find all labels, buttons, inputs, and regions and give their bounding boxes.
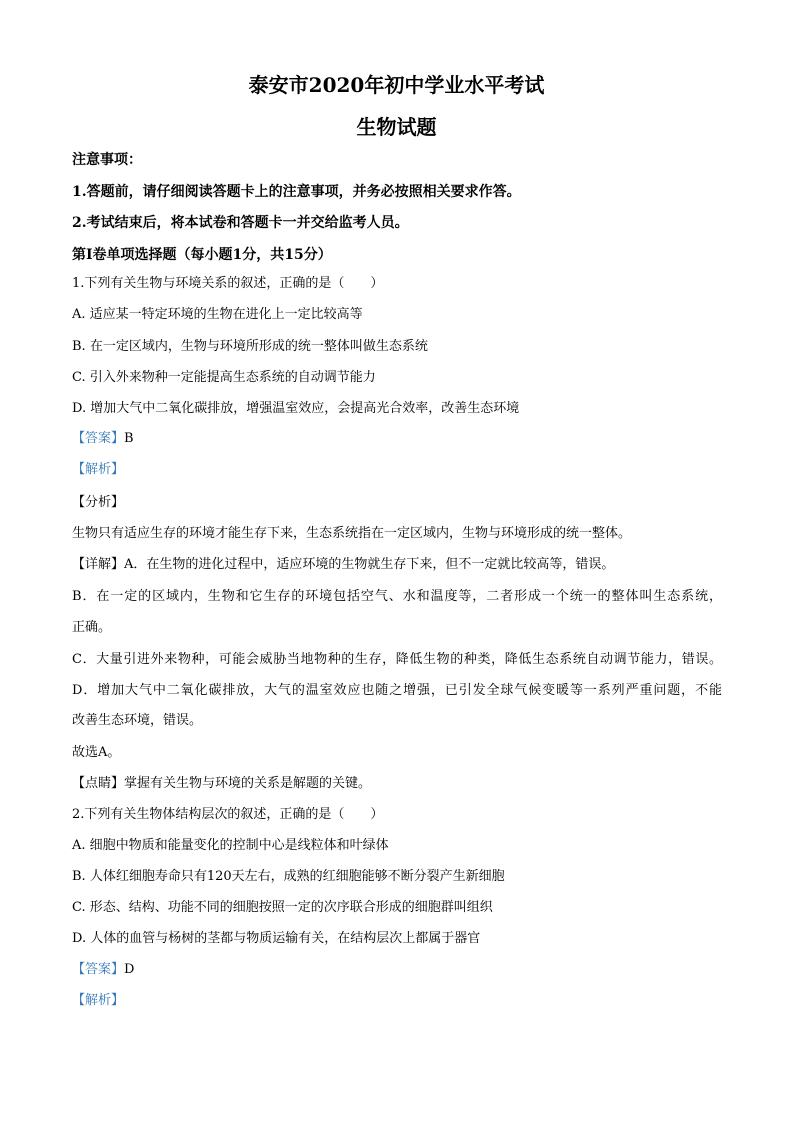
q2-answer-value: D	[124, 962, 135, 977]
q2-option-c: C. 形态、结构、功能不同的细胞按照一定的次序联合形成的细胞群叫组织	[72, 900, 493, 915]
q1-detail-b-line1: B．在一定的区域内，生物和它生存的环境包括空气、水和温度等，二者形成一个统一的整体叫生态系统，	[72, 589, 722, 604]
q1-detail-c: C．大量引进外来物种，可能会威胁当地物种的生存，降低生物的种类，降低生态系统自动调节能力，错误。	[72, 652, 722, 667]
notice-item-1: 1.答题前，请仔细阅读答题卡上的注意事项，并务必按照相关要求作答。	[72, 184, 521, 200]
q1-choice: 故选A。	[72, 745, 121, 760]
q2-analysis-label: 【解析】	[72, 993, 125, 1008]
exam-subtitle: 生物试题	[356, 115, 437, 139]
q1-detail-d-line2: 改善生态环境，错误。	[72, 713, 203, 728]
q1-option-c: C. 引入外来物种一定能提高生态系统的自动调节能力	[72, 370, 376, 385]
q1-option-d: D. 增加大气中二氧化碳排放，增强温室效应，会提高光合效率，改善生态环境	[72, 401, 520, 416]
q2-option-a: A. 细胞中物质和能量变化的控制中心是线粒体和叶绿体	[72, 838, 389, 853]
q1-comment	[72, 775, 371, 793]
q1-answer-value: B	[124, 431, 134, 446]
q1-detail-a	[72, 556, 614, 574]
q2-answer	[72, 961, 134, 979]
q1-option-a: A. 适应某一特定环境的生物在进化上一定比较高等	[72, 307, 363, 322]
q1-detail-d-line1: D．增加大气中二氧化碳排放，大气的温室效应也随之增强，已引发全球气候变暖等一系列严重问题，不能	[72, 683, 722, 698]
q1-comment-label: 【点睛】	[72, 776, 125, 791]
q1-detail-b-line2: 正确。	[72, 620, 112, 635]
q1-answer	[72, 430, 134, 448]
exam-title: 泰安市2020年初中学业水平考试	[248, 73, 545, 97]
q2-option-d: D. 人体的血管与杨树的茎都与物质运输有关，在结构层次上都属于器官	[72, 931, 481, 946]
q2-stem: 2.下列有关生物体结构层次的叙述，正确的是（ ）	[72, 807, 384, 822]
q1-answer-label: 【答案】	[72, 431, 125, 446]
q2-answer-label: 【答案】	[72, 962, 125, 977]
q1-fenxi-label: 【分析】	[72, 495, 125, 510]
notice-heading: 注意事项：	[72, 152, 142, 168]
q1-analysis-label: 【解析】	[72, 462, 125, 477]
q1-comment-text: 掌握有关生物与环境的关系是解题的关键。	[124, 776, 372, 791]
notice-item-2: 2.考试结束后，将本试卷和答题卡一并交给监考人员。	[72, 215, 409, 231]
q1-stem: 1.下列有关生物与环境关系的叙述，正确的是（ ）	[72, 276, 384, 291]
q1-fenxi-text: 生物只有适应生存的环境才能生存下来，生态系统指在一定区域内，生物与环境形成的统一整体。	[72, 526, 632, 541]
q2-option-b: B. 人体红细胞寿命只有120天左右，成熟的红细胞能够不断分裂产生新细胞	[72, 869, 505, 884]
q1-option-b: B. 在一定区域内，生物与环境所形成的统一整体叫做生态系统	[72, 339, 428, 354]
section-heading: 第Ⅰ卷单项选择题（每小题1分，共15分）	[72, 247, 332, 263]
q1-detail-label: 【详解】	[72, 557, 125, 572]
q1-detail-a-text: A．在生物的进化过程中，适应环境的生物就生存下来，但不一定就比较高等，错误。	[124, 557, 615, 572]
